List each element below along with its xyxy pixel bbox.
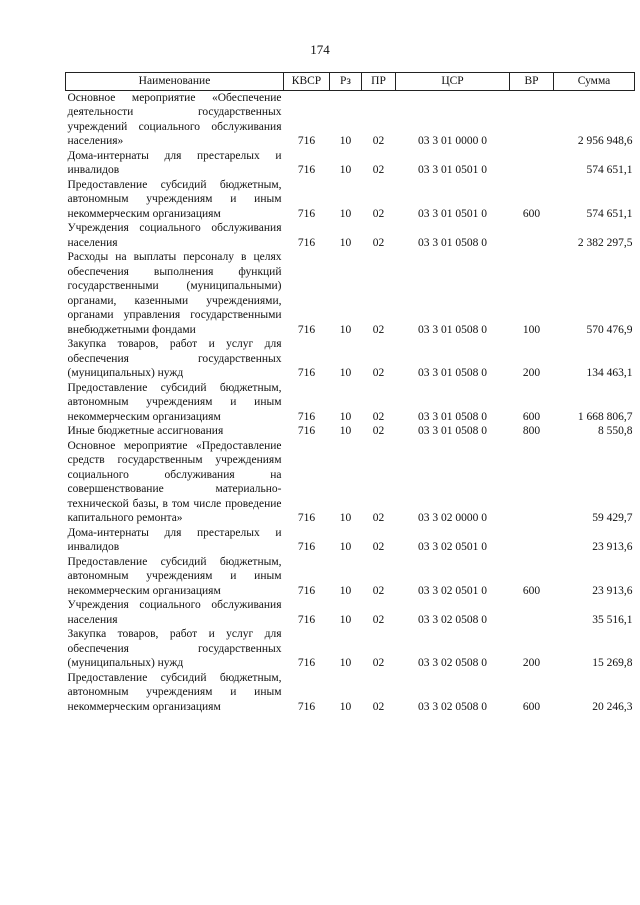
cell-name: Основное мероприятие «Предоставление средств государственным учреждениям социального обслуживания на совершенствование материально-технической базы, в том числе проведение капитального ремонта» xyxy=(67,439,282,524)
cell-kvsr: 716 xyxy=(297,657,316,669)
cell-sum: 59 429,7 xyxy=(592,512,633,524)
cell-vr: 600 xyxy=(522,584,541,597)
cell-rz: 10 xyxy=(339,541,352,553)
cell-csr: 03 3 01 0508 0 xyxy=(418,323,487,336)
table-row xyxy=(66,90,635,149)
cell-vr xyxy=(510,90,554,149)
cell-vr xyxy=(510,598,554,627)
cell-kvsr: 716 xyxy=(297,135,316,147)
cell-rz: 10 xyxy=(339,613,352,626)
cell-sum: 15 269,8 xyxy=(592,657,633,669)
cell-sum: 23 913,6 xyxy=(592,584,633,597)
cell-pr: 02 xyxy=(372,135,385,147)
cell-csr: 03 3 02 0501 0 xyxy=(418,584,487,597)
cell-name: Предоставление субсидий бюджетным, автономным учреждениям и иным некоммерческим организациям xyxy=(67,178,282,220)
cell-name: Предоставление субсидий бюджетным, автономным учреждениям и иным некоммерческим организациям xyxy=(67,555,282,597)
cell-vr: 200 xyxy=(522,367,541,379)
cell-name: Дома-интернаты для престарелых и инвалидов xyxy=(67,149,282,176)
cell-vr: 600 xyxy=(522,700,541,713)
cell-sum: 20 246,3 xyxy=(592,700,633,713)
cell-sum: 574 651,1 xyxy=(586,207,633,220)
cell-name: Предоставление субсидий бюджетным, автономным учреждениям и иным некоммерческим организациям xyxy=(67,671,282,713)
table-header xyxy=(66,73,635,91)
table-row xyxy=(66,424,635,439)
cell-kvsr: 716 xyxy=(297,425,316,437)
table-row xyxy=(66,526,635,555)
cell-vr xyxy=(510,526,554,555)
header-csr: ЦСР xyxy=(396,73,510,91)
cell-name: Основное мероприятие «Обеспечение деятельности государственных учреждений социального обслуживания населения» xyxy=(67,91,282,147)
cell-rz: 10 xyxy=(339,657,352,669)
cell-rz: 10 xyxy=(339,367,352,379)
cell-name: Расходы на выплаты персоналу в целях обеспечения выполнения функций государственными (муниципальными) органами, казенными учреждениями, органами управления государственными внебюджетными фондами xyxy=(67,251,282,336)
cell-csr: 03 3 02 0508 0 xyxy=(418,700,487,713)
cell-sum: 8 550,8 xyxy=(598,425,633,437)
cell-csr: 03 3 01 0508 0 xyxy=(418,425,487,437)
cell-pr: 02 xyxy=(372,323,385,336)
table-row xyxy=(66,149,635,178)
cell-csr: 03 3 02 0508 0 xyxy=(418,657,487,669)
cell-name: Иные бюджетные ассигнования xyxy=(67,425,224,437)
cell-rz: 10 xyxy=(339,584,352,597)
cell-vr: 100 xyxy=(522,323,541,336)
cell-kvsr: 716 xyxy=(297,584,316,597)
header-kvsr: КВСР xyxy=(284,73,330,91)
cell-rz: 10 xyxy=(339,207,352,220)
cell-csr: 03 3 01 0508 0 xyxy=(418,367,487,379)
table-row xyxy=(66,178,635,222)
cell-csr: 03 3 02 0501 0 xyxy=(418,541,487,553)
cell-pr: 02 xyxy=(372,207,385,220)
cell-pr: 02 xyxy=(372,425,385,437)
cell-vr: 800 xyxy=(522,425,541,437)
cell-name: Учреждения социального обслуживания населения xyxy=(67,222,282,249)
table-row xyxy=(66,598,635,627)
cell-rz: 10 xyxy=(339,512,352,524)
cell-sum: 2 956 948,6 xyxy=(577,135,633,147)
cell-sum: 570 476,9 xyxy=(586,323,633,336)
header-vr: ВР xyxy=(510,73,554,91)
cell-csr: 03 3 01 0501 0 xyxy=(418,207,487,220)
cell-vr xyxy=(510,221,554,250)
table-row xyxy=(66,337,635,381)
header-sum: Сумма xyxy=(554,73,635,91)
cell-pr: 02 xyxy=(372,541,385,553)
cell-csr: 03 3 01 0508 0 xyxy=(418,236,487,249)
cell-kvsr: 716 xyxy=(297,236,316,249)
cell-csr: 03 3 01 0508 0 xyxy=(418,410,487,423)
page-number: 174 xyxy=(310,42,330,57)
cell-sum: 2 382 297,5 xyxy=(577,236,633,249)
cell-pr: 02 xyxy=(372,367,385,379)
cell-vr: 200 xyxy=(522,657,541,669)
cell-kvsr: 716 xyxy=(297,367,316,379)
cell-rz: 10 xyxy=(339,236,352,249)
table-row xyxy=(66,555,635,599)
cell-sum: 574 651,1 xyxy=(586,164,633,176)
cell-kvsr: 716 xyxy=(297,700,316,713)
cell-csr: 03 3 02 0000 0 xyxy=(418,512,487,524)
cell-csr: 03 3 02 0508 0 xyxy=(418,613,487,626)
cell-pr: 02 xyxy=(372,512,385,524)
cell-kvsr: 716 xyxy=(297,410,316,423)
cell-csr: 03 3 01 0000 0 xyxy=(418,135,487,147)
cell-kvsr: 716 xyxy=(297,541,316,553)
cell-sum: 1 668 806,7 xyxy=(577,410,633,423)
cell-pr: 02 xyxy=(372,613,385,626)
cell-pr: 02 xyxy=(372,410,385,423)
cell-sum: 35 516,1 xyxy=(592,613,633,626)
cell-kvsr: 716 xyxy=(297,164,316,176)
cell-kvsr: 716 xyxy=(297,613,316,626)
cell-kvsr: 716 xyxy=(297,512,316,524)
cell-rz: 10 xyxy=(339,410,352,423)
table-body xyxy=(66,90,635,714)
budget-table xyxy=(65,72,635,714)
cell-rz: 10 xyxy=(339,425,352,437)
cell-csr: 03 3 01 0501 0 xyxy=(418,164,487,176)
cell-name: Закупка товаров, работ и услуг для обеспечения государственных (муниципальных) нужд xyxy=(67,628,282,669)
cell-name: Предоставление субсидий бюджетным, автономным учреждениям и иным некоммерческим организациям xyxy=(67,381,282,423)
cell-vr xyxy=(510,439,554,526)
cell-vr: 600 xyxy=(522,410,541,423)
cell-vr xyxy=(510,149,554,178)
cell-sum: 23 913,6 xyxy=(592,541,633,553)
table-row xyxy=(66,627,635,671)
cell-pr: 02 xyxy=(372,164,385,176)
cell-kvsr: 716 xyxy=(297,323,316,336)
cell-rz: 10 xyxy=(339,700,352,713)
cell-pr: 02 xyxy=(372,657,385,669)
cell-rz: 10 xyxy=(339,164,352,176)
cell-vr: 600 xyxy=(522,207,541,220)
table-row xyxy=(66,381,635,425)
cell-name: Учреждения социального обслуживания населения xyxy=(67,599,282,626)
cell-name: Закупка товаров, работ и услуг для обеспечения государственных (муниципальных) нужд xyxy=(67,338,282,379)
cell-kvsr: 716 xyxy=(297,207,316,220)
cell-rz: 10 xyxy=(339,323,352,336)
cell-pr: 02 xyxy=(372,700,385,713)
table-row xyxy=(66,250,635,337)
table-row xyxy=(66,221,635,250)
header-pr: ПР xyxy=(362,73,396,91)
cell-pr: 02 xyxy=(372,236,385,249)
cell-name: Дома-интернаты для престарелых и инвалидов xyxy=(67,526,282,553)
header-rz: Рз xyxy=(330,73,362,91)
cell-sum: 134 463,1 xyxy=(586,367,633,379)
table-row xyxy=(66,671,635,715)
cell-pr: 02 xyxy=(372,584,385,597)
header-row xyxy=(66,73,635,91)
cell-rz: 10 xyxy=(339,135,352,147)
header-name: Наименование xyxy=(66,73,284,91)
table-row xyxy=(66,439,635,526)
